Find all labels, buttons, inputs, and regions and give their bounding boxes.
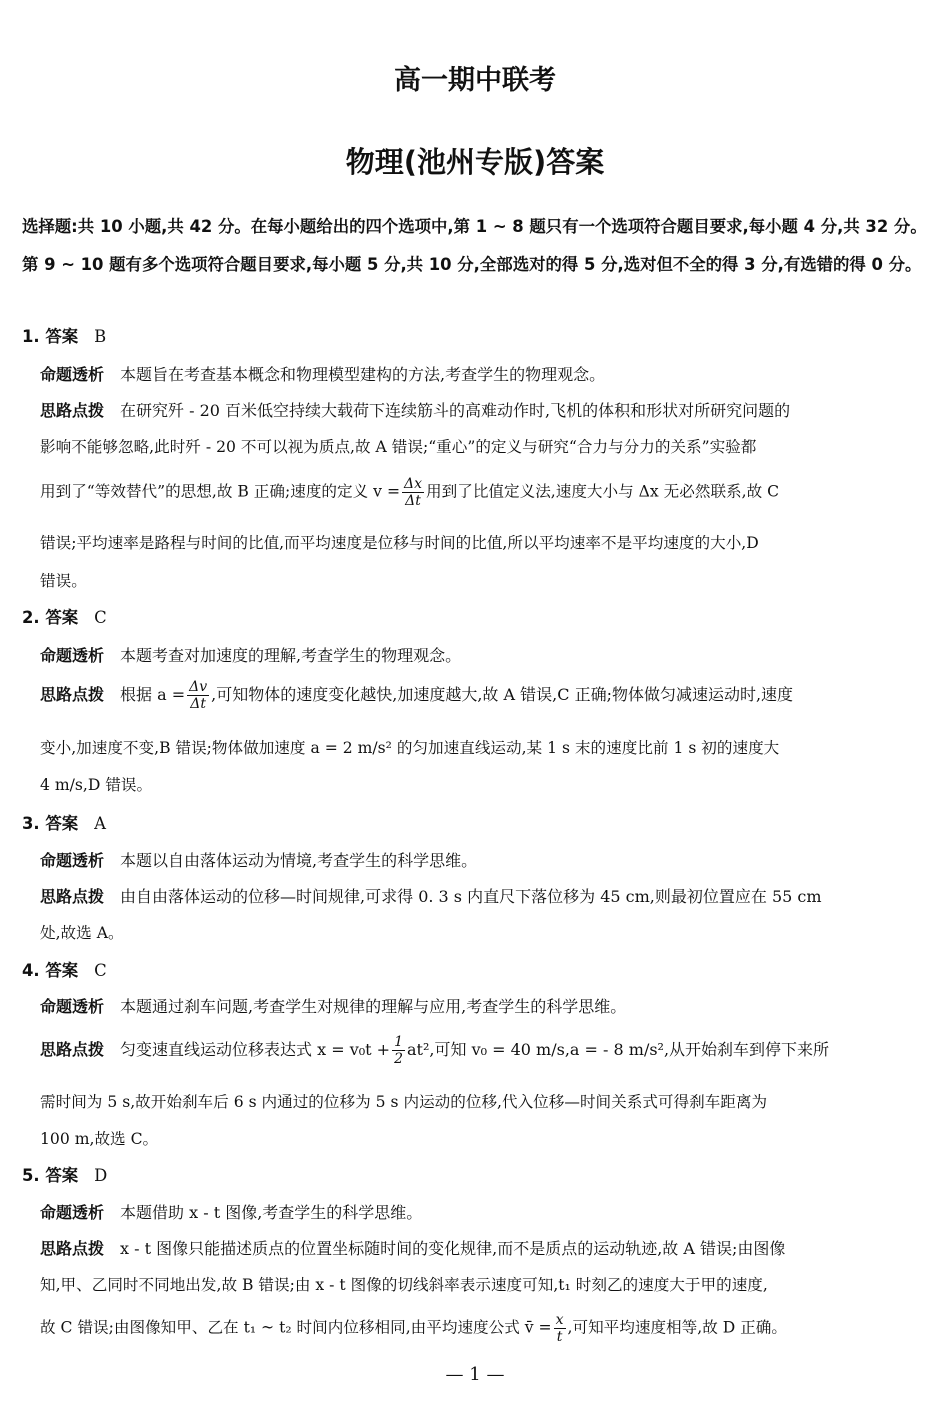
q4-answer: 4. 答案 C xyxy=(22,961,107,980)
q1-thinking: 思路点拨 在研究歼 - 20 百米低空持续大载荷下连续筋斗的高难动作时,飞机的体积和形状对所研究问题的 xyxy=(40,401,791,420)
q3-text-2: 处,故选 A。 xyxy=(40,924,124,942)
q1-velocity-fraction: $\frac{\Delta x}{\Delta t}$ xyxy=(404,476,423,509)
q4-text-2: 需时间为 5 s,故开始刹车后 6 s 内通过的位移为 5 s 内运动的位移,代入位移—时间关系式可得刹车距离为 xyxy=(40,1093,768,1111)
page-number: — 1 — xyxy=(445,1364,505,1385)
q4-text-3: 100 m,故选 C。 xyxy=(40,1130,159,1148)
q2-text-3: 4 m/s,D 错误。 xyxy=(40,776,153,794)
q3-analysis: 命题透析 本题以自由落体运动为情境,考查学生的科学思维。 xyxy=(40,851,478,870)
q2-answer: 2. 答案 C xyxy=(22,608,107,627)
q1-answer: 1. 答案 B xyxy=(22,327,107,346)
page-subtitle: 物理(池州专版)答案 xyxy=(345,145,605,179)
q4-analysis: 命题透析 本题通过刹车问题,考查学生对规律的理解与应用,考查学生的科学思维。 xyxy=(40,997,627,1016)
q5-text-2: 知,甲、乙同时不同地出发,故 B 错误;由 x - t 图像的切线斜率表示速度可知,t₁ 时刻乙的速度大于甲的速度, xyxy=(40,1276,768,1294)
q1-text-2: 影响不能够忽略,此时歼 - 20 不可以视为质点,故 A 错误;“重心”的定义与研究“合力与分力的关系”实验都 xyxy=(40,438,757,456)
q5-text-3: 故 C 错误;由图像知甲、乙在 t₁ ~ t₂ 时间内位移相同,由平均速度公式 v̄ = $\frac{x}{t}$ ,可知平均速度相等,故 D 正确。 xyxy=(40,1312,787,1345)
q5-answer: 5. 答案 D xyxy=(22,1166,108,1185)
q5-thinking: 思路点拨 x - t 图像只能描述质点的位置坐标随时间的变化规律,而不是质点的运动轨迹,故 A 错误;由图像 xyxy=(40,1239,786,1258)
q2-acceleration-fraction: $\frac{\Delta v}{\Delta t}$ xyxy=(189,679,208,712)
q1-text-5: 错误。 xyxy=(40,572,87,590)
q5-analysis: 命题透析 本题借助 x - t 图像,考查学生的科学思维。 xyxy=(40,1203,423,1222)
q5-average-velocity-fraction: $\frac{x}{t}$ xyxy=(555,1312,564,1345)
q2-text-2: 变小,加速度不变,B 错误;物体做加速度 a = 2 m/s² 的匀加速直线运动,某 1 s 末的速度比前 1 s 初的速度大 xyxy=(40,739,780,757)
q3-thinking: 思路点拨 由自由落体运动的位移—时间规律,可求得 0. 3 s 内直尺下落位移为 45 cm,则最初位置应在 55 cm xyxy=(40,887,822,906)
q1-analysis: 命题透析 本题旨在考查基本概念和物理模型建构的方法,考查学生的物理观念。 xyxy=(40,365,606,384)
q1-text-3: 用到了“等效替代”的思想,故 B 正确;速度的定义 v = $\frac{\Delta x}{\Delta t}$ 用到了比值定义法,速度大小与 Δx 无必然联系,故 C xyxy=(40,476,780,509)
page-title: 高一期中联考 xyxy=(394,65,556,96)
q3-answer: 3. 答案 A xyxy=(22,814,106,833)
section-intro: 选择题:共 10 小题,共 42 分。在每小题给出的四个选项中,第 1 ~ 8 题只有一个选项符合题目要求,每小题 4 分,共 32 分。第 9 ~ 10 题有多个选项符合题目要求,每小题 5 分,共 10 分,全部选对的得 5 分,选对但不全的得 3 分,有选错的得 0 分。 xyxy=(22,217,927,274)
q4-half-fraction: $\frac{1}{2}$ xyxy=(394,1034,404,1067)
q2-analysis: 命题透析 本题考查对加速度的理解,考查学生的物理观念。 xyxy=(40,646,462,665)
q2-thinking: 思路点拨 根据 a = $\frac{\Delta v}{\Delta t}$ ,可知物体的速度变化越快,加速度越大,故 A 错误,C 正确;物体做匀减速运动时,速度 xyxy=(40,679,794,712)
q4-thinking: 思路点拨 匀变速直线运动位移表达式 x = v₀t + $\frac{1}{2}$ at²,可知 v₀ = 40 m/s,a = - 8 m/s²,从开始刹车到停下来所 xyxy=(40,1034,830,1067)
q1-text-4: 错误;平均速率是路程与时间的比值,而平均速度是位移与时间的比值,所以平均速率不是平均速度的大小,D xyxy=(40,534,759,552)
